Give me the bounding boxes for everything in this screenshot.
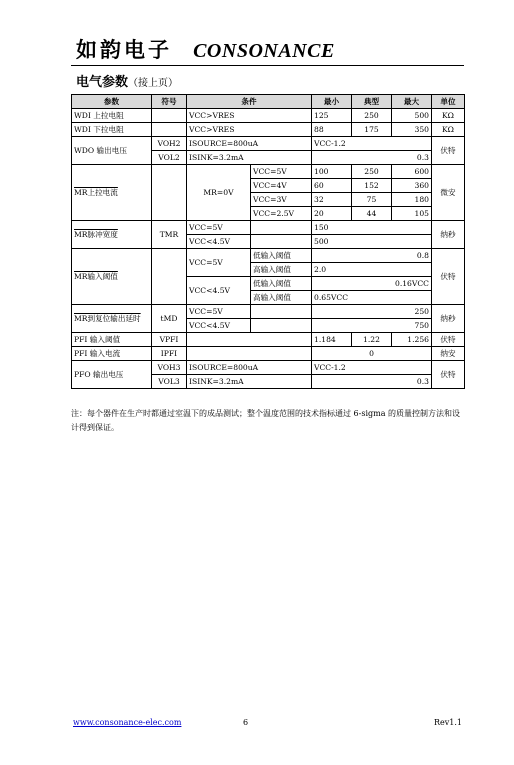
- cell-param: PFI 输入电流: [72, 347, 152, 361]
- cell-condition: ISINK=3.2mA: [187, 375, 312, 389]
- cell-vcc: VCC=2.5V: [251, 207, 312, 221]
- cell-param: MR脉冲宽度: [72, 221, 152, 249]
- cell-unit: 伏特: [432, 249, 465, 305]
- cell-max: 500: [392, 109, 432, 123]
- electrical-parameters-table: [71, 94, 465, 389]
- cell-min: 32: [312, 193, 352, 207]
- table-row: [72, 347, 465, 361]
- cell-max: 105: [392, 207, 432, 221]
- section-title: [76, 71, 178, 90]
- cell-symbol: VOH2: [152, 137, 187, 151]
- page-number: 6: [243, 718, 249, 727]
- cell-min: 125: [312, 109, 352, 123]
- cell-max: 180: [392, 193, 432, 207]
- table-row: [72, 165, 465, 179]
- cell-vcc: VCC=3V: [251, 193, 312, 207]
- brand-english-name: CONSONANCE: [193, 40, 335, 62]
- cell-min: 60: [312, 179, 352, 193]
- table-row: [72, 221, 465, 235]
- cell-condition: VCC=5V: [187, 305, 251, 319]
- cell-symbol: VPFI: [152, 333, 187, 347]
- header-min: 最小: [312, 95, 352, 109]
- cell-empty: [251, 305, 312, 319]
- cell-max: 350: [392, 123, 432, 137]
- header-param: 参数: [72, 95, 152, 109]
- cell-param: [72, 305, 152, 333]
- cell-typ: 250: [352, 165, 392, 179]
- cell-threshold-label: 高输入阈值: [251, 291, 312, 305]
- cell-max: 0.8: [312, 249, 432, 263]
- cell-max: 250: [312, 305, 432, 319]
- cell-vcc: VCC=4V: [251, 179, 312, 193]
- cell-param-text: MR到复位输出延时: [74, 314, 141, 323]
- cell-typ: 75: [352, 193, 392, 207]
- footnote: 注：每个器件在生产时都通过室温下的成品测试；整个温度范围的技术指标通过 6-sigma 的质量控制方法和设计得到保证。: [71, 409, 461, 432]
- cell-symbol: VOL3: [152, 375, 187, 389]
- cell-min: 500: [312, 235, 432, 249]
- cell-unit: 纳秒: [432, 305, 465, 333]
- cell-min: 150: [312, 221, 432, 235]
- cell-param: MR输入阈值: [72, 249, 152, 305]
- cell-condition: MR=0V: [187, 165, 251, 221]
- header-unit: 单位: [432, 95, 465, 109]
- cell-symbol: TMR: [152, 221, 187, 249]
- cell-condition: VCC>VRES: [187, 109, 312, 123]
- website-link[interactable]: www.consonance-elec.com: [73, 718, 182, 727]
- cell-min: 100: [312, 165, 352, 179]
- cell-unit: 微安: [432, 165, 465, 221]
- brand-chinese-name: 如韵电子: [76, 37, 172, 62]
- cell-max: 600: [392, 165, 432, 179]
- cell-unit: KΩ: [432, 109, 465, 123]
- cell-empty: [251, 235, 312, 249]
- table-row: [72, 249, 465, 263]
- cell-condition: [187, 333, 312, 347]
- section-title-text: 电气参数: [76, 75, 129, 90]
- cell-symbol: tMD: [152, 305, 187, 333]
- cell-symbol: [152, 249, 187, 305]
- cell-symbol: [152, 165, 187, 221]
- table-row: [72, 123, 465, 137]
- cell-symbol: [152, 109, 187, 123]
- cell-symbol: IPFI: [152, 347, 187, 361]
- cell-min: 20: [312, 207, 352, 221]
- cell-condition: VCC<4.5V: [187, 277, 251, 305]
- cell-typ: 1.22: [352, 333, 392, 347]
- cell-condition: VCC=5V: [187, 221, 251, 235]
- header-symbol: 符号: [152, 95, 187, 109]
- cell-min: VCC-1.2: [312, 137, 432, 151]
- cell-min: 1.184: [312, 333, 352, 347]
- cell-unit: 纳安: [432, 347, 465, 361]
- cell-typ: 250: [352, 109, 392, 123]
- table-row: [72, 109, 465, 123]
- cell-param: MR上拉电流: [72, 165, 152, 221]
- header-divider: [71, 65, 464, 66]
- table-row: [72, 305, 465, 319]
- cell-condition: VCC<4.5V: [187, 235, 251, 249]
- cell-condition: ISOURCE=800uA: [187, 361, 312, 375]
- cell-unit: 纳秒: [432, 221, 465, 249]
- cell-condition: ISOURCE=800uA: [187, 137, 312, 151]
- cell-unit: KΩ: [432, 123, 465, 137]
- cell-max: 1.256: [392, 333, 432, 347]
- cell-condition: VCC>VRES: [187, 123, 312, 137]
- cell-max: 750: [312, 319, 432, 333]
- cell-symbol: VOH3: [152, 361, 187, 375]
- cell-max: 0.16VCC: [312, 277, 432, 291]
- table-row: [72, 333, 465, 347]
- header-condition: 条件: [187, 95, 312, 109]
- cell-max: 0.3: [312, 375, 432, 389]
- cell-typ: 44: [352, 207, 392, 221]
- cell-param: WDO 输出电压: [72, 137, 152, 165]
- cell-min: 0.65VCC: [312, 291, 432, 305]
- cell-typ: 152: [352, 179, 392, 193]
- section-subtitle: （接上页）: [128, 78, 179, 89]
- cell-param: WDI 下拉电阻: [72, 123, 152, 137]
- cell-unit: 伏特: [432, 333, 465, 347]
- cell-threshold-label: 低输入阈值: [251, 249, 312, 263]
- table-row: [72, 361, 465, 375]
- cell-typ: 0: [312, 347, 432, 361]
- cell-empty: [251, 221, 312, 235]
- header-typ: 典型: [352, 95, 392, 109]
- cell-condition: VCC<4.5V: [187, 319, 251, 333]
- cell-symbol: [152, 123, 187, 137]
- page-header: [76, 34, 335, 60]
- cell-symbol: VOL2: [152, 151, 187, 165]
- cell-condition: ISINK=3.2mA: [187, 151, 312, 165]
- cell-typ: 175: [352, 123, 392, 137]
- page-footer: [71, 718, 464, 730]
- cell-vcc: VCC=5V: [251, 165, 312, 179]
- cell-param: PFI 输入阈值: [72, 333, 152, 347]
- cell-param: WDI 上拉电阻: [72, 109, 152, 123]
- cell-param: PFO 输出电压: [72, 361, 152, 389]
- cell-unit: 伏特: [432, 137, 465, 165]
- cell-condition: [187, 347, 312, 361]
- cell-threshold-label: 低输入阈值: [251, 277, 312, 291]
- cell-min: 2.0: [312, 263, 432, 277]
- header-max: 最大: [392, 95, 432, 109]
- table-row: [72, 137, 465, 151]
- table-header-row: [72, 95, 465, 109]
- cell-min: 88: [312, 123, 352, 137]
- cell-unit: 伏特: [432, 361, 465, 389]
- cell-condition: VCC=5V: [187, 249, 251, 277]
- cell-min: VCC-1.2: [312, 361, 432, 375]
- cell-threshold-label: 高输入阈值: [251, 263, 312, 277]
- cell-empty: [251, 319, 312, 333]
- cell-max: 0.3: [312, 151, 432, 165]
- revision-label: Rev1.1: [434, 718, 462, 727]
- cell-max: 360: [392, 179, 432, 193]
